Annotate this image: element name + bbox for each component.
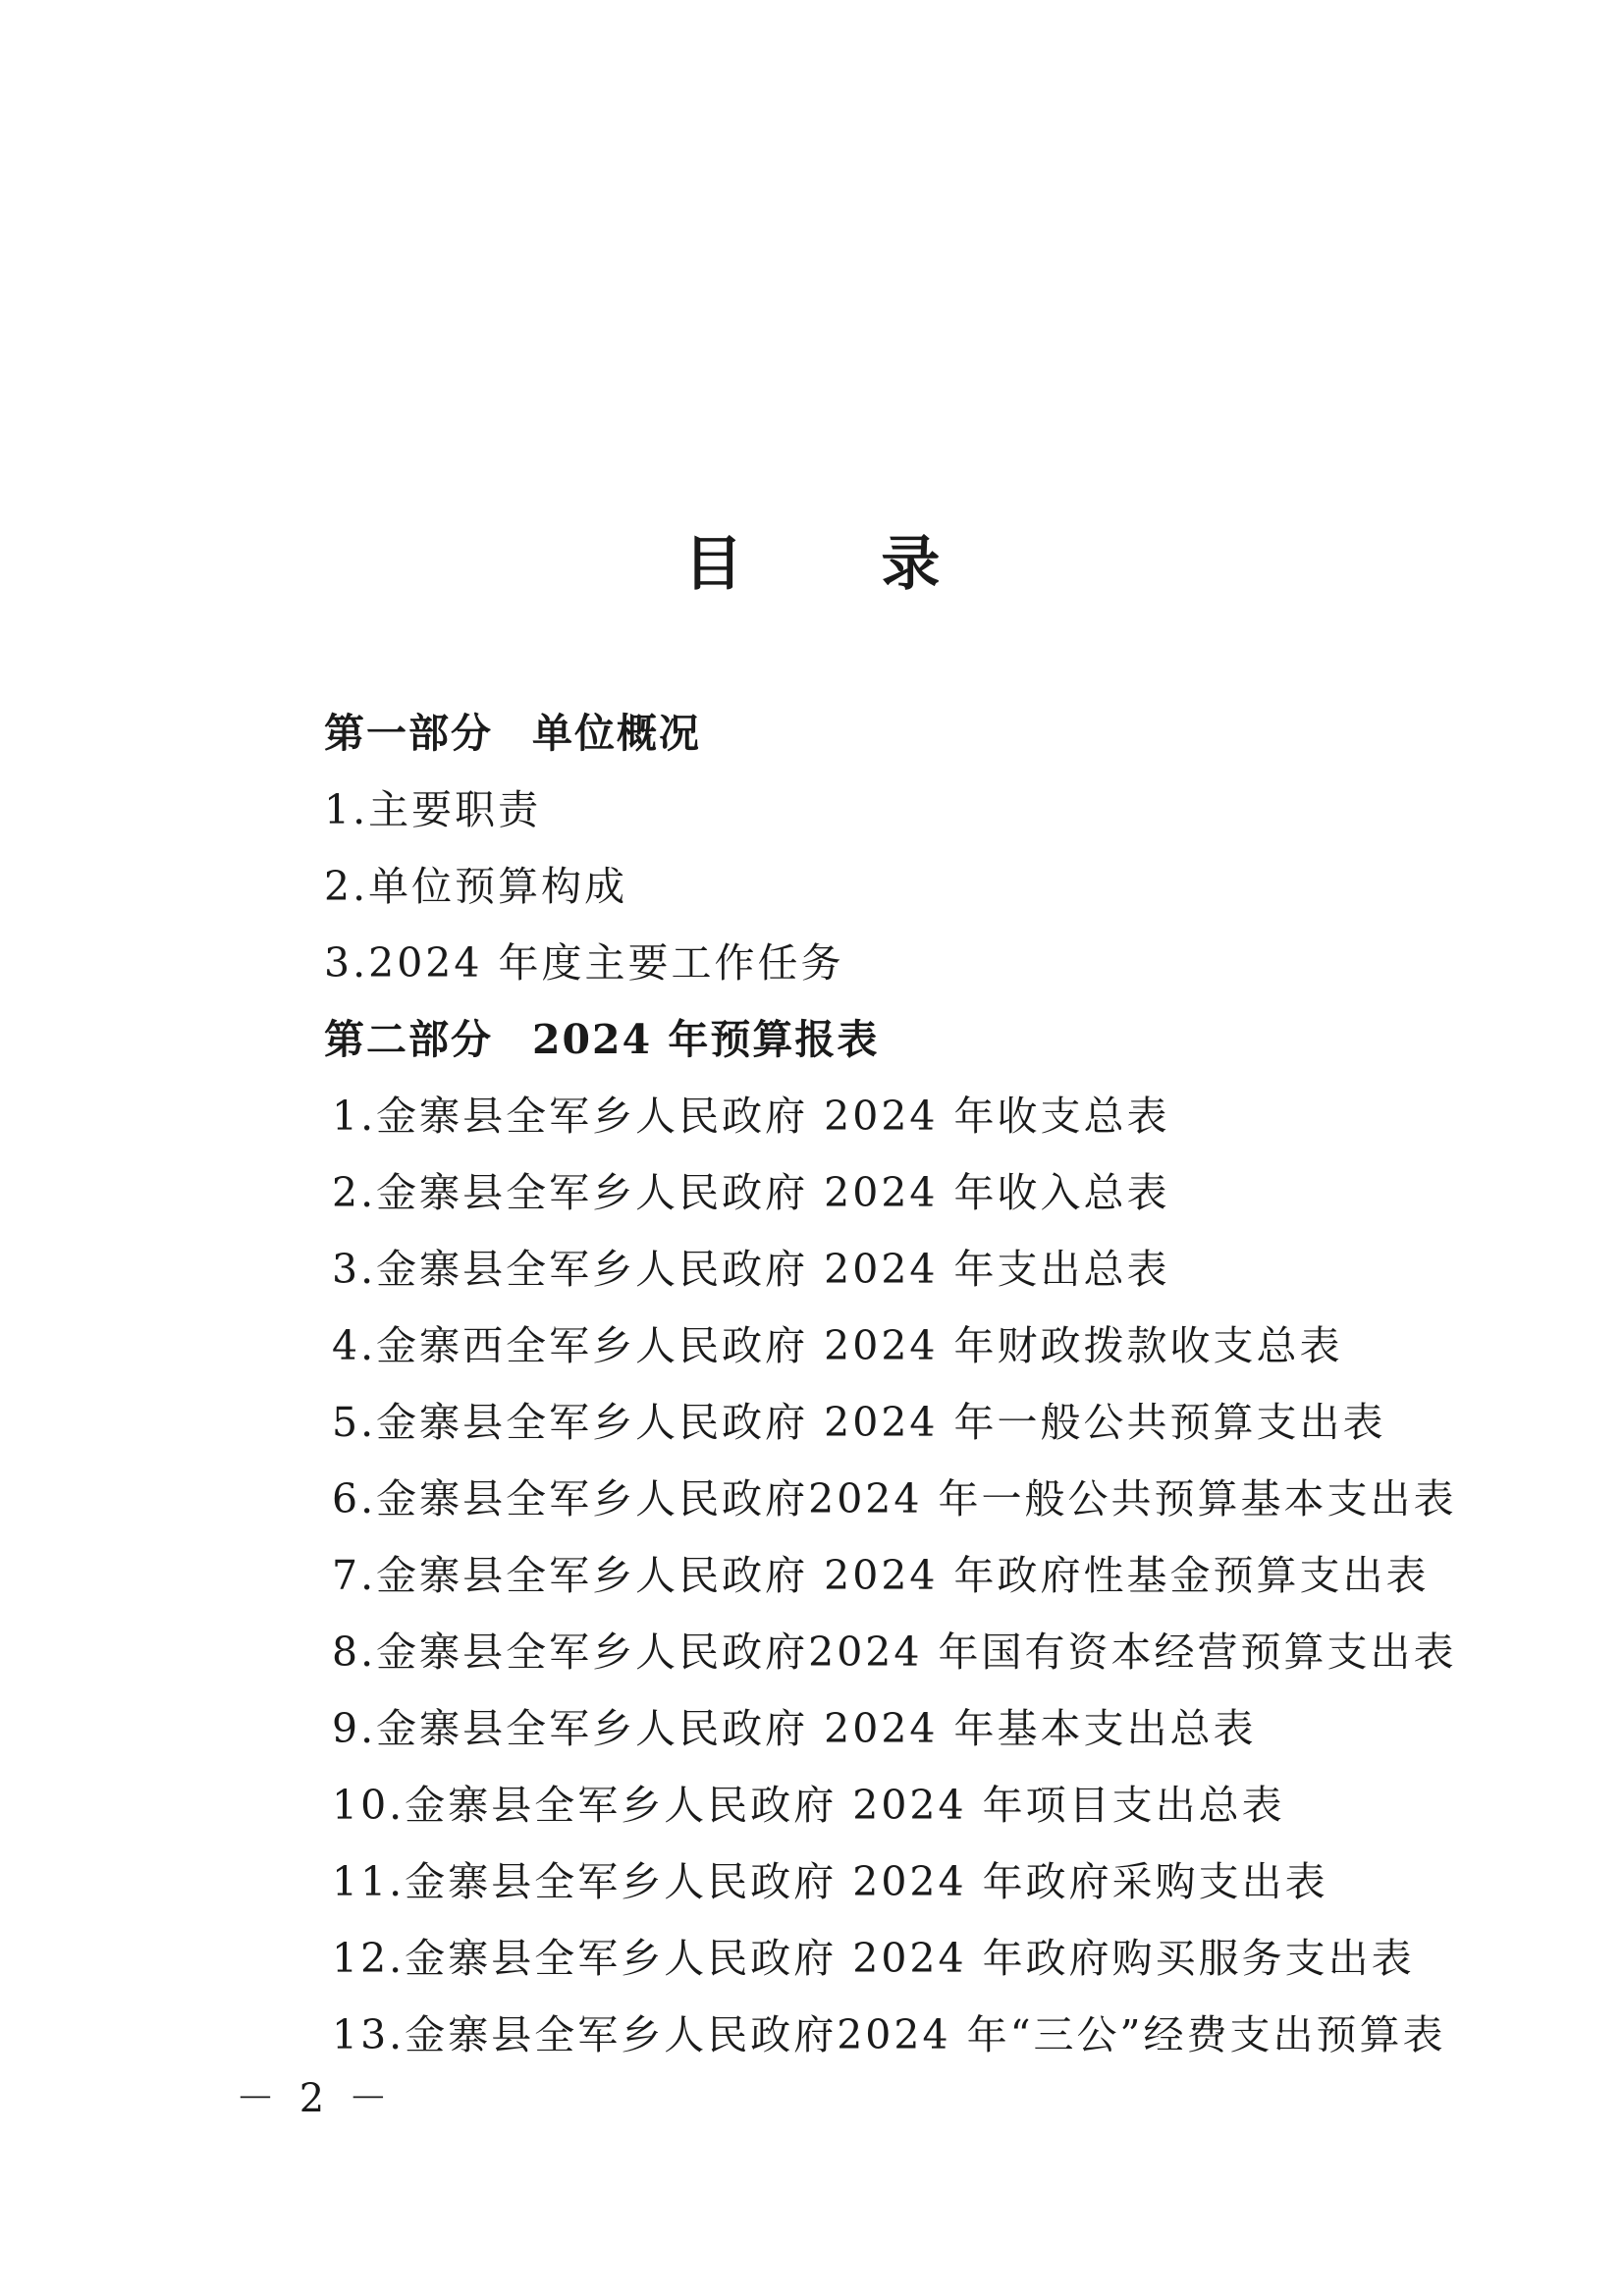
toc-item[interactable]: 12.金寨县全军乡人民政府 2024 年政府购买服务支出表: [332, 1935, 1415, 1982]
toc-item[interactable]: 3.金寨县全军乡人民政府 2024 年支出总表: [332, 1246, 1170, 1293]
toc-item[interactable]: 8.金寨县全军乡人民政府2024 年国有资本经营预算支出表: [332, 1629, 1457, 1676]
toc-item[interactable]: 3.2024 年度主要工作任务: [324, 939, 844, 987]
toc-part2-heading[interactable]: [324, 1001, 1404, 1078]
toc-item[interactable]: 13.金寨县全军乡人民政府2024 年“三公”经费支出预算表: [332, 2011, 1446, 2058]
toc-item[interactable]: 7.金寨县全军乡人民政府 2024 年政府性基金预算支出表: [332, 1552, 1430, 1599]
toc-part2-label: 第二部分: [324, 1016, 493, 1063]
toc-item[interactable]: 11.金寨县全军乡人民政府 2024 年政府采购支出表: [332, 1858, 1328, 1905]
toc-part2-title: 2024 年预算报表: [532, 1016, 880, 1063]
page-title: 目 录: [683, 530, 1000, 599]
page-number: － 2 －: [236, 2076, 394, 2121]
toc-item[interactable]: 1.金寨县全军乡人民政府 2024 年收支总表: [332, 1093, 1170, 1140]
toc-item[interactable]: 10.金寨县全军乡人民政府 2024 年项目支出总表: [332, 1782, 1285, 1829]
table-of-contents: [324, 695, 1457, 2073]
toc-item[interactable]: 4.金寨西全军乡人民政府 2024 年财政拨款收支总表: [332, 1322, 1343, 1369]
toc-item[interactable]: 9.金寨县全军乡人民政府 2024 年基本支出总表: [332, 1705, 1257, 1752]
toc-item[interactable]: 6.金寨县全军乡人民政府2024 年一般公共预算基本支出表: [332, 1475, 1457, 1522]
toc-part1-heading[interactable]: [324, 695, 1404, 772]
toc-item[interactable]: 5.金寨县全军乡人民政府 2024 年一般公共预算支出表: [332, 1399, 1386, 1446]
toc-item[interactable]: 2.金寨县全军乡人民政府 2024 年收入总表: [332, 1169, 1170, 1216]
toc-part1-label: 第一部分: [324, 710, 493, 757]
toc-item[interactable]: 1.主要职责: [324, 786, 542, 833]
toc-item[interactable]: 2.单位预算构成: [324, 863, 628, 910]
toc-part1-title: 单位概况: [532, 710, 701, 757]
